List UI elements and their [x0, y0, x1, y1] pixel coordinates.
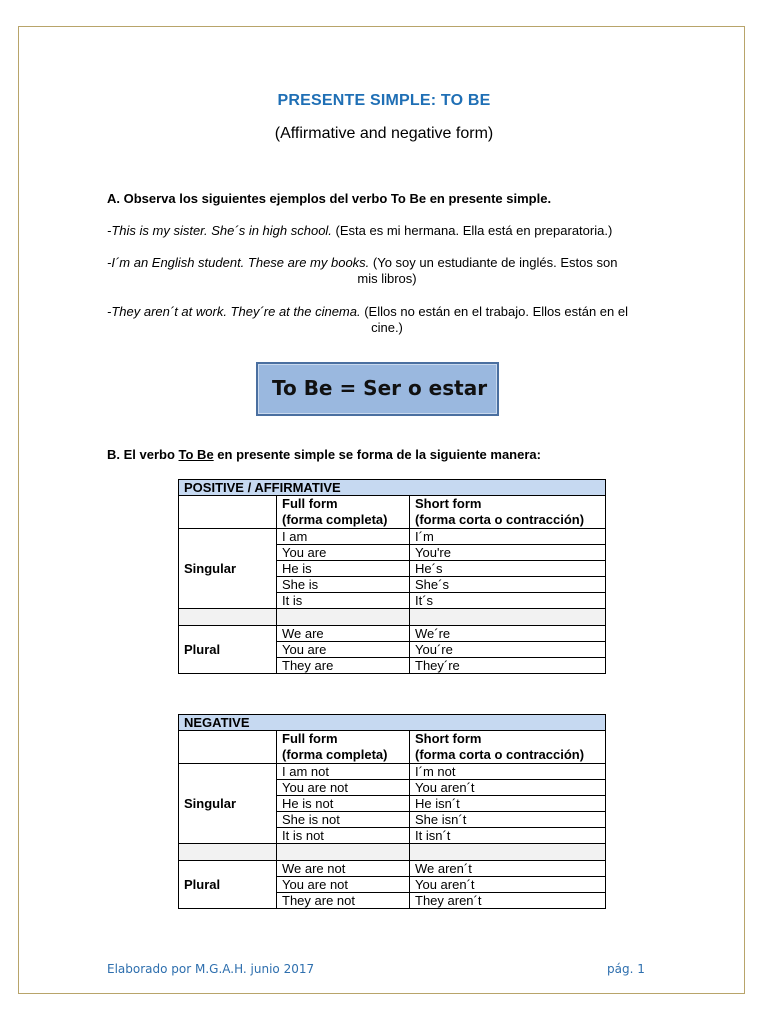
table-cell [410, 609, 606, 626]
table-cell: She is [277, 577, 410, 593]
table-cell: They´re [410, 658, 606, 674]
table-cell: I am not [277, 764, 410, 780]
example-3-spanish-cont: cine.) [371, 320, 403, 335]
table-cell: They are not [277, 893, 410, 909]
section-b-underlined: To Be [178, 447, 214, 462]
example-1 [107, 223, 667, 239]
table-cell: He is not [277, 796, 410, 812]
table-cell: You are [277, 642, 410, 658]
table-cell: She´s [410, 577, 606, 593]
section-a-heading: A. Observa los siguientes ejemplos del verbo To Be en presente simple. [107, 191, 552, 206]
example-2 [107, 255, 667, 287]
table-cell: You're [410, 545, 606, 561]
table-cell: He´s [410, 561, 606, 577]
table-cell: I´m [410, 529, 606, 545]
table-cell: You´re [410, 642, 606, 658]
table-cell: You aren´t [410, 877, 606, 893]
negative-table [178, 714, 606, 909]
table-cell: She isn´t [410, 812, 606, 828]
table-cell [410, 844, 606, 861]
table-cell: He is [277, 561, 410, 577]
table-cell: They aren´t [410, 893, 606, 909]
table-cell: It isn´t [410, 828, 606, 844]
example-2-spanish-cont: mis libros) [357, 271, 417, 286]
table-cell: You are not [277, 877, 410, 893]
table-cell [179, 496, 277, 529]
short-form-title: Short form [415, 496, 482, 511]
example-1-english: -This is my sister. She´s in high school. [107, 223, 332, 238]
table-cell [277, 609, 410, 626]
example-3 [107, 304, 667, 336]
short-form-title: Short form [415, 731, 482, 746]
full-form-title: Full form [282, 731, 338, 746]
table-cell: It is [277, 593, 410, 609]
table-cell: It is not [277, 828, 410, 844]
short-form-header [410, 731, 606, 764]
table-cell: You aren´t [410, 780, 606, 796]
to-be-callout-text: To Be = Ser o estar [272, 376, 488, 400]
full-form-header [277, 496, 410, 529]
table-cell [179, 844, 277, 861]
table-cell: It´s [410, 593, 606, 609]
plural-label: Plural [179, 626, 277, 674]
example-2-english: -I´m an English student. These are my books. [107, 255, 370, 270]
page-title: PRESENTE SIMPLE: TO BE [277, 92, 491, 109]
to-be-callout-box [256, 362, 499, 416]
table-cell: We are [277, 626, 410, 642]
full-form-title: Full form [282, 496, 338, 511]
section-b-heading [107, 447, 541, 462]
example-3-spanish: (Ellos no están en el trabajo. Ellos están en el [360, 304, 628, 319]
page-subtitle: (Affirmative and negative form) [274, 125, 494, 142]
short-form-subtitle: (forma corta o contracción) [415, 747, 585, 762]
short-form-header [410, 496, 606, 529]
table-cell: You are [277, 545, 410, 561]
table-cell [179, 609, 277, 626]
table-cell [277, 844, 410, 861]
footer-author: Elaborado por M.G.A.H. junio 2017 [107, 962, 315, 976]
singular-label: Singular [179, 529, 277, 609]
table-cell [179, 731, 277, 764]
table-cell: They are [277, 658, 410, 674]
example-1-spanish: (Esta es mi hermana. Ella está en preparatoria.) [331, 223, 613, 238]
footer-page-number: pág. 1 [607, 962, 645, 976]
positive-table-header: POSITIVE / AFFIRMATIVE [179, 480, 606, 496]
table-cell: He isn´t [410, 796, 606, 812]
example-2-spanish: (Yo soy un estudiante de inglés. Estos son [369, 255, 618, 270]
table-cell: We´re [410, 626, 606, 642]
table-cell: We are not [277, 861, 410, 877]
plural-label: Plural [179, 861, 277, 909]
positive-table [178, 479, 606, 674]
table-cell: I am [277, 529, 410, 545]
negative-table-header: NEGATIVE [179, 715, 606, 731]
full-form-subtitle: (forma completa) [282, 747, 388, 762]
section-b-prefix: B. El verbo [107, 447, 179, 462]
singular-label: Singular [179, 764, 277, 844]
full-form-subtitle: (forma completa) [282, 512, 388, 527]
table-cell: I´m not [410, 764, 606, 780]
table-cell: We aren´t [410, 861, 606, 877]
example-3-english: -They aren´t at work. They´re at the cinema. [107, 304, 361, 319]
table-cell: You are not [277, 780, 410, 796]
section-b-suffix: en presente simple se forma de la siguiente manera: [213, 447, 541, 462]
table-cell: She is not [277, 812, 410, 828]
short-form-subtitle: (forma corta o contracción) [415, 512, 585, 527]
full-form-header [277, 731, 410, 764]
